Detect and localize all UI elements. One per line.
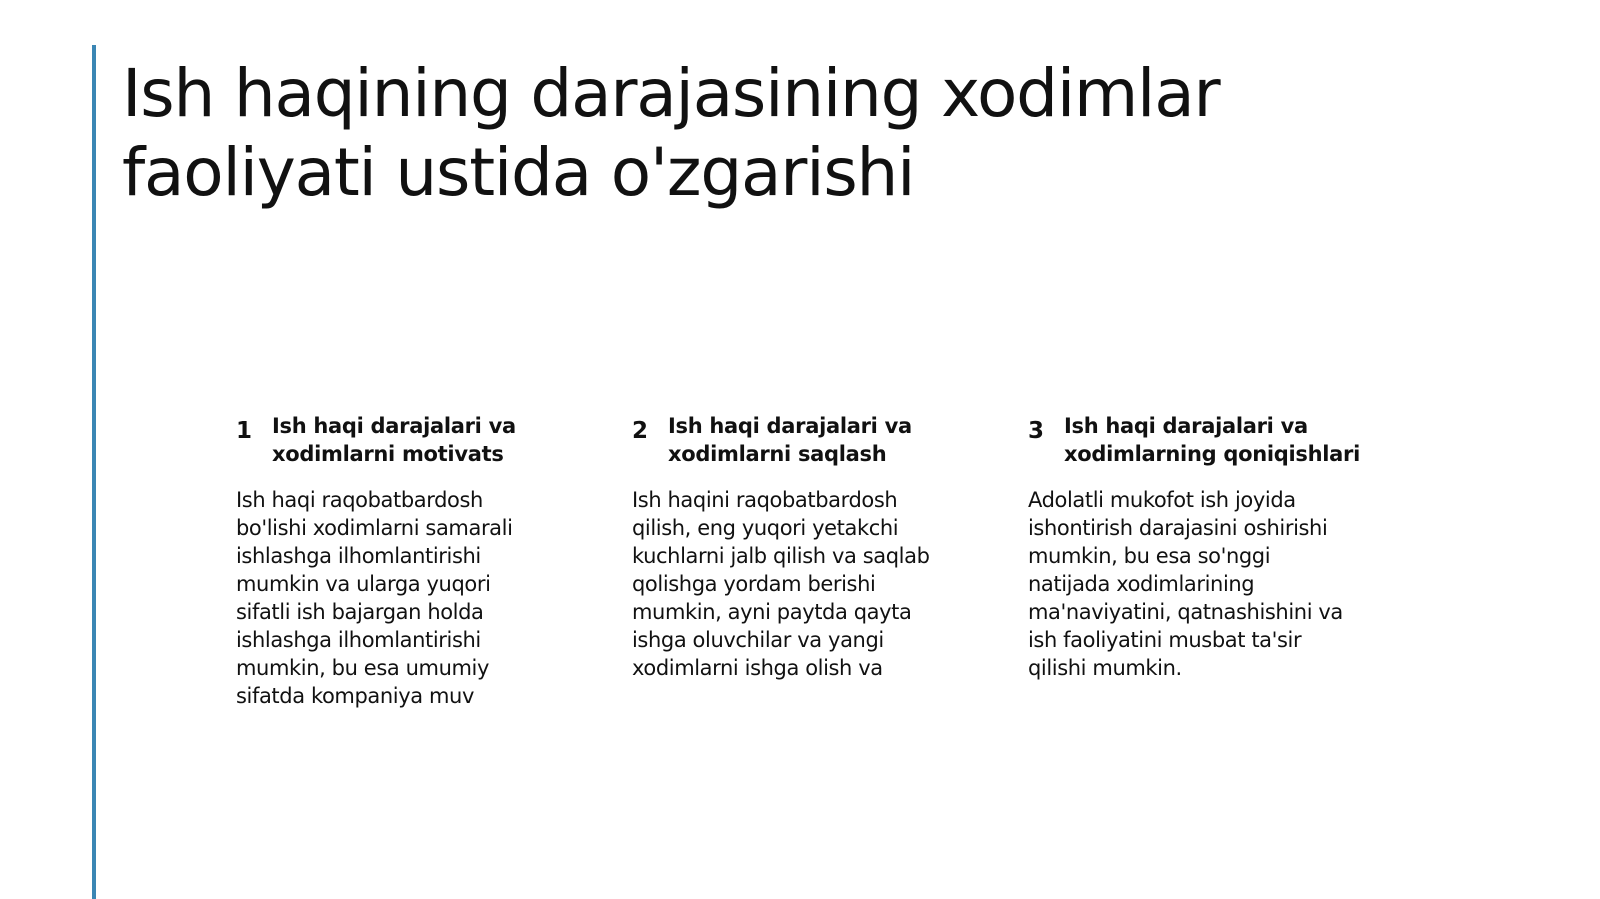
- column-body: Adolatli mukofot ish joyida ishontirish darajasini oshirishi mumkin, bu esa so'nggi natijada xodimlarining ma'naviyatini, qatnashishini va ish faoliyatini musbat ta'sir qilishi mumkin.: [1028, 488, 1343, 680]
- column-header: [632, 412, 977, 496]
- column-3: [1028, 412, 1373, 680]
- column-1: [236, 412, 581, 708]
- column-number: 3: [1028, 418, 1045, 444]
- column-heading: Ish haqi darajalari va xodimlarni saqlash: [668, 414, 912, 466]
- column-2: [632, 412, 977, 680]
- column-header: [236, 412, 581, 496]
- column-number: 2: [632, 418, 649, 444]
- column-number: 1: [236, 418, 253, 444]
- column-body: Ish haqi raqobatbardosh bo'lishi xodimlarni samarali ishlashga ilhomlantirishi mumkin va ularga yuqori sifatli ish bajargan holda ishlashga ilhomlantirishi mumkin, bu esa umumiy sifatda kompaniya muv: [236, 488, 513, 708]
- accent-bar: [92, 45, 96, 899]
- column-heading: Ish haqi darajalari va xodimlarning qoniqishlari: [1064, 414, 1360, 466]
- slide-title: Ish haqining darajasining xodimlar faoliyati ustida o'zgarishi: [122, 55, 1220, 211]
- column-heading: Ish haqi darajalari va xodimlarni motivats: [272, 414, 516, 466]
- column-body: Ish haqini raqobatbardosh qilish, eng yuqori yetakchi kuchlarni jalb qilish va saqlab qolishga yordam berishi mumkin, ayni paytda qayta ishga oluvchilar va yangi xodimlarni ishga olish va: [632, 488, 930, 680]
- column-header: [1028, 412, 1373, 496]
